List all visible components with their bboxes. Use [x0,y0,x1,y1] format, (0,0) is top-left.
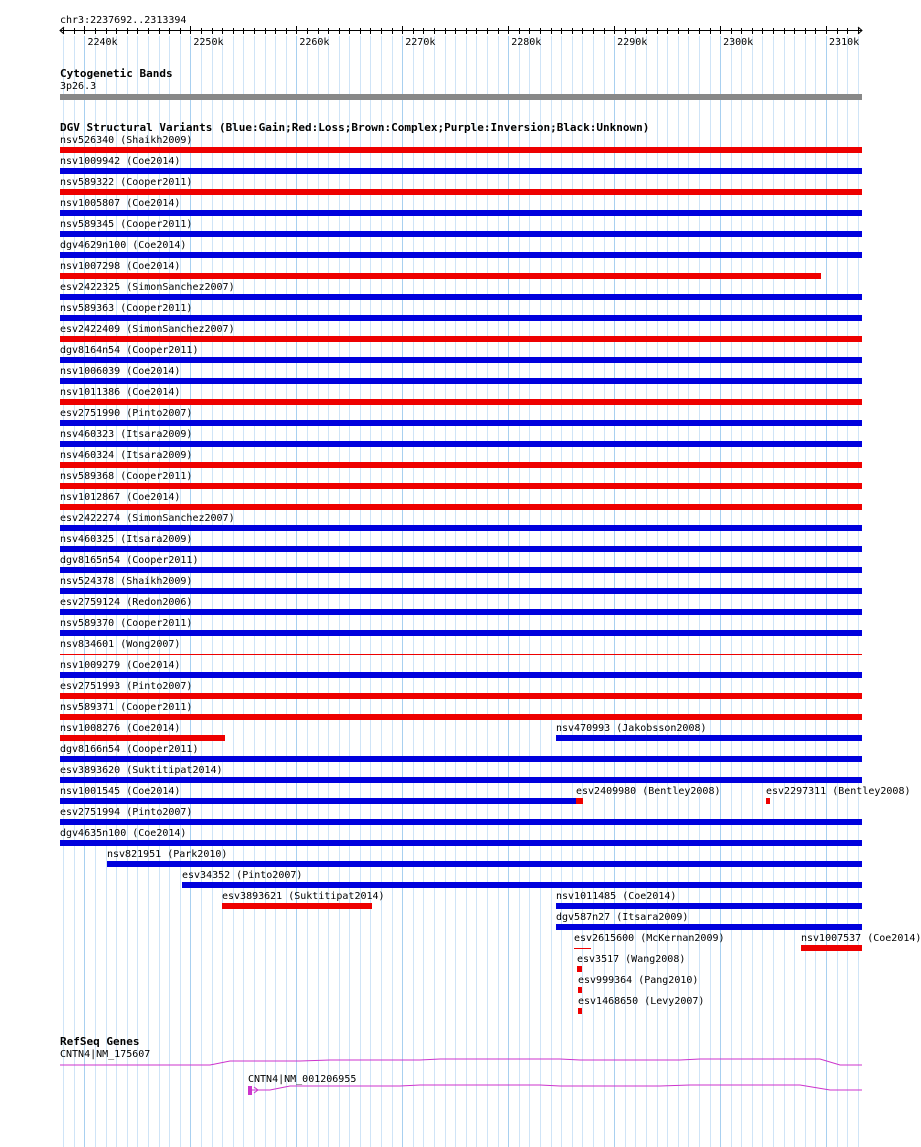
variant-label[interactable]: esv2751993 (Pinto2007) [60,681,193,692]
variant-bar-loss[interactable] [222,903,372,909]
variant-bar-gain[interactable] [60,420,862,426]
variant-label[interactable]: nsv589363 (Cooper2011) [60,303,193,314]
variant-label[interactable]: nsv821951 (Park2010) [107,849,228,860]
gene-label-cntn4-nm001206955[interactable]: CNTN4|NM_001206955 [248,1074,357,1085]
variant-label[interactable]: dgv8165n54 (Cooper2011) [60,555,199,566]
gene-label-cntn4-nm175607[interactable]: CNTN4|NM_175607 [60,1049,151,1060]
dgv-track-title: DGV Structural Variants (Blue:Gain;Red:Loss;Brown:Complex;Purple:Inversion;Black:Unknown) [60,121,650,134]
variant-label[interactable]: nsv1008276 (Coe2014) [60,723,181,734]
variant-label[interactable]: nsv589322 (Cooper2011) [60,177,193,188]
variant-bar-gain[interactable] [60,672,862,678]
variant-bar-loss[interactable] [60,462,862,468]
variant-label[interactable]: dgv4629n100 (Coe2014) [60,240,187,251]
variant-bar-gain[interactable] [556,735,862,741]
variant-label[interactable]: nsv1011485 (Coe2014) [556,891,677,902]
variant-label[interactable]: esv999364 (Pang2010) [578,975,699,986]
variant-label[interactable]: esv2615600 (McKernan2009) [574,933,725,944]
variant-label[interactable]: esv2759124 (Redon2006) [60,597,193,608]
variant-label[interactable]: nsv589345 (Cooper2011) [60,219,193,230]
cytoband-bar[interactable] [60,94,862,100]
variant-label[interactable]: nsv460325 (Itsara2009) [60,534,193,545]
variant-label[interactable]: nsv526340 (Shaikh2009) [60,135,193,146]
variant-label[interactable]: nsv1005807 (Coe2014) [60,198,181,209]
variant-label[interactable]: nsv589370 (Cooper2011) [60,618,193,629]
gene-models[interactable] [0,1055,890,1100]
variant-bar-gain[interactable] [60,441,862,447]
ruler [0,0,890,60]
variant-bar-gain[interactable] [60,567,862,573]
variant-bar-gain[interactable] [60,294,862,300]
variant-label[interactable]: dgv8166n54 (Cooper2011) [60,744,199,755]
variant-bar-gain[interactable] [60,210,862,216]
variant-bar-loss[interactable] [60,654,862,655]
variant-label[interactable]: dgv8164n54 (Cooper2011) [60,345,199,356]
ruler-tick-label: 2270k [405,37,436,48]
variant-label[interactable]: esv2409980 (Bentley2008) [576,786,721,797]
variant-bar-gain[interactable] [556,924,862,930]
variant-bar-gain[interactable] [60,840,862,846]
variant-bar-loss[interactable] [60,483,862,489]
variant-bar-gain[interactable] [60,609,862,615]
variant-bar-loss[interactable] [577,966,582,972]
variant-bar-loss[interactable] [60,189,862,195]
variant-bar-loss[interactable] [60,147,862,153]
variant-bar-loss[interactable] [60,693,862,699]
variant-label[interactable]: nsv1012867 (Coe2014) [60,492,181,503]
variant-bar-gain[interactable] [556,903,862,909]
ruler-tick-label: 2250k [193,37,224,48]
cytoband-track-title: Cytogenetic Bands [60,67,173,80]
variant-label[interactable]: nsv834601 (Wong2007) [60,639,181,650]
variant-bar-gain[interactable] [60,819,862,825]
gene-model-cntn4-2 [252,1085,862,1090]
variant-label[interactable]: nsv1009942 (Coe2014) [60,156,181,167]
variant-bar-loss[interactable] [801,945,862,951]
variant-label[interactable]: esv2422274 (SimonSanchez2007) [60,513,235,524]
variant-bar-gain[interactable] [60,168,862,174]
variant-bar-loss[interactable] [60,336,862,342]
variant-label[interactable]: esv34352 (Pinto2007) [182,870,303,881]
variant-label[interactable]: esv2751994 (Pinto2007) [60,807,193,818]
ruler-tick-label: 2290k [617,37,648,48]
variant-bar-gain[interactable] [60,315,862,321]
cytoband-label: 3p26.3 [60,81,97,92]
variant-label[interactable]: nsv1001545 (Coe2014) [60,786,181,797]
variant-bar-loss[interactable] [60,273,821,279]
variant-label[interactable]: nsv1007537 (Coe2014) [801,933,921,944]
gene-model-cntn4-1 [60,1059,862,1065]
variant-label[interactable]: esv3893620 (Suktitipat2014) [60,765,223,776]
variant-bar-gain[interactable] [60,525,862,531]
variant-label[interactable]: nsv1006039 (Coe2014) [60,366,181,377]
variant-bar-gain[interactable] [60,252,862,258]
variant-bar-gain[interactable] [60,777,862,783]
ruler-tick-label: 2240k [87,37,118,48]
refseq-track-title: RefSeq Genes [60,1035,140,1048]
position-label: chr3:2237692..2313394 [60,15,187,26]
variant-label[interactable]: esv3893621 (Suktitipat2014) [222,891,385,902]
variant-bar-gain[interactable] [107,861,862,867]
variant-bar-gain[interactable] [60,798,576,804]
variant-bar-gain[interactable] [60,357,862,363]
variant-bar-gain[interactable] [60,546,862,552]
variant-bar-gain[interactable] [60,588,862,594]
variant-bar-loss[interactable] [578,1008,582,1014]
variant-bar-loss[interactable] [574,948,591,949]
variant-bar-gain[interactable] [60,378,862,384]
variant-bar-loss[interactable] [576,798,583,804]
variant-bar-loss[interactable] [60,504,862,510]
variant-bar-gain[interactable] [60,231,862,237]
variant-bar-gain[interactable] [60,630,862,636]
variant-bar-loss[interactable] [578,987,582,993]
variant-bar-gain[interactable] [182,882,862,888]
variant-label[interactable]: nsv589368 (Cooper2011) [60,471,193,482]
variant-label[interactable]: dgv4635n100 (Coe2014) [60,828,187,839]
variant-label[interactable]: nsv524378 (Shaikh2009) [60,576,193,587]
variant-bar-loss[interactable] [60,735,225,741]
variant-label[interactable]: dgv587n27 (Itsara2009) [556,912,689,923]
variant-label[interactable]: esv2751990 (Pinto2007) [60,408,193,419]
gene-exon-start [248,1086,252,1095]
variant-bar-loss[interactable] [60,399,862,405]
variant-label[interactable]: esv2422409 (SimonSanchez2007) [60,324,235,335]
variant-label[interactable]: nsv460324 (Itsara2009) [60,450,193,461]
ruler-tick-label: 2280k [511,37,542,48]
variant-label[interactable]: esv3517 (Wang2008) [577,954,686,965]
variant-label[interactable]: nsv460323 (Itsara2009) [60,429,193,440]
variant-label[interactable]: esv1468650 (Levy2007) [578,996,705,1007]
ruler-tick-label: 2310k [829,37,860,48]
variant-label[interactable]: nsv1011386 (Coe2014) [60,387,181,398]
ruler-tick-label: 2260k [299,37,330,48]
variant-label[interactable]: esv2422325 (SimonSanchez2007) [60,282,235,293]
variant-label[interactable]: nsv1009279 (Coe2014) [60,660,181,671]
variant-label[interactable]: nsv470993 (Jakobsson2008) [556,723,707,734]
variant-label[interactable]: esv2297311 (Bentley2008) [766,786,911,797]
variant-label[interactable]: nsv589371 (Cooper2011) [60,702,193,713]
ruler-tick-label: 2300k [723,37,754,48]
variant-bar-loss[interactable] [60,714,862,720]
variant-label[interactable]: nsv1007298 (Coe2014) [60,261,181,272]
variant-bar-gain[interactable] [60,756,862,762]
variant-bar-loss[interactable] [766,798,770,804]
